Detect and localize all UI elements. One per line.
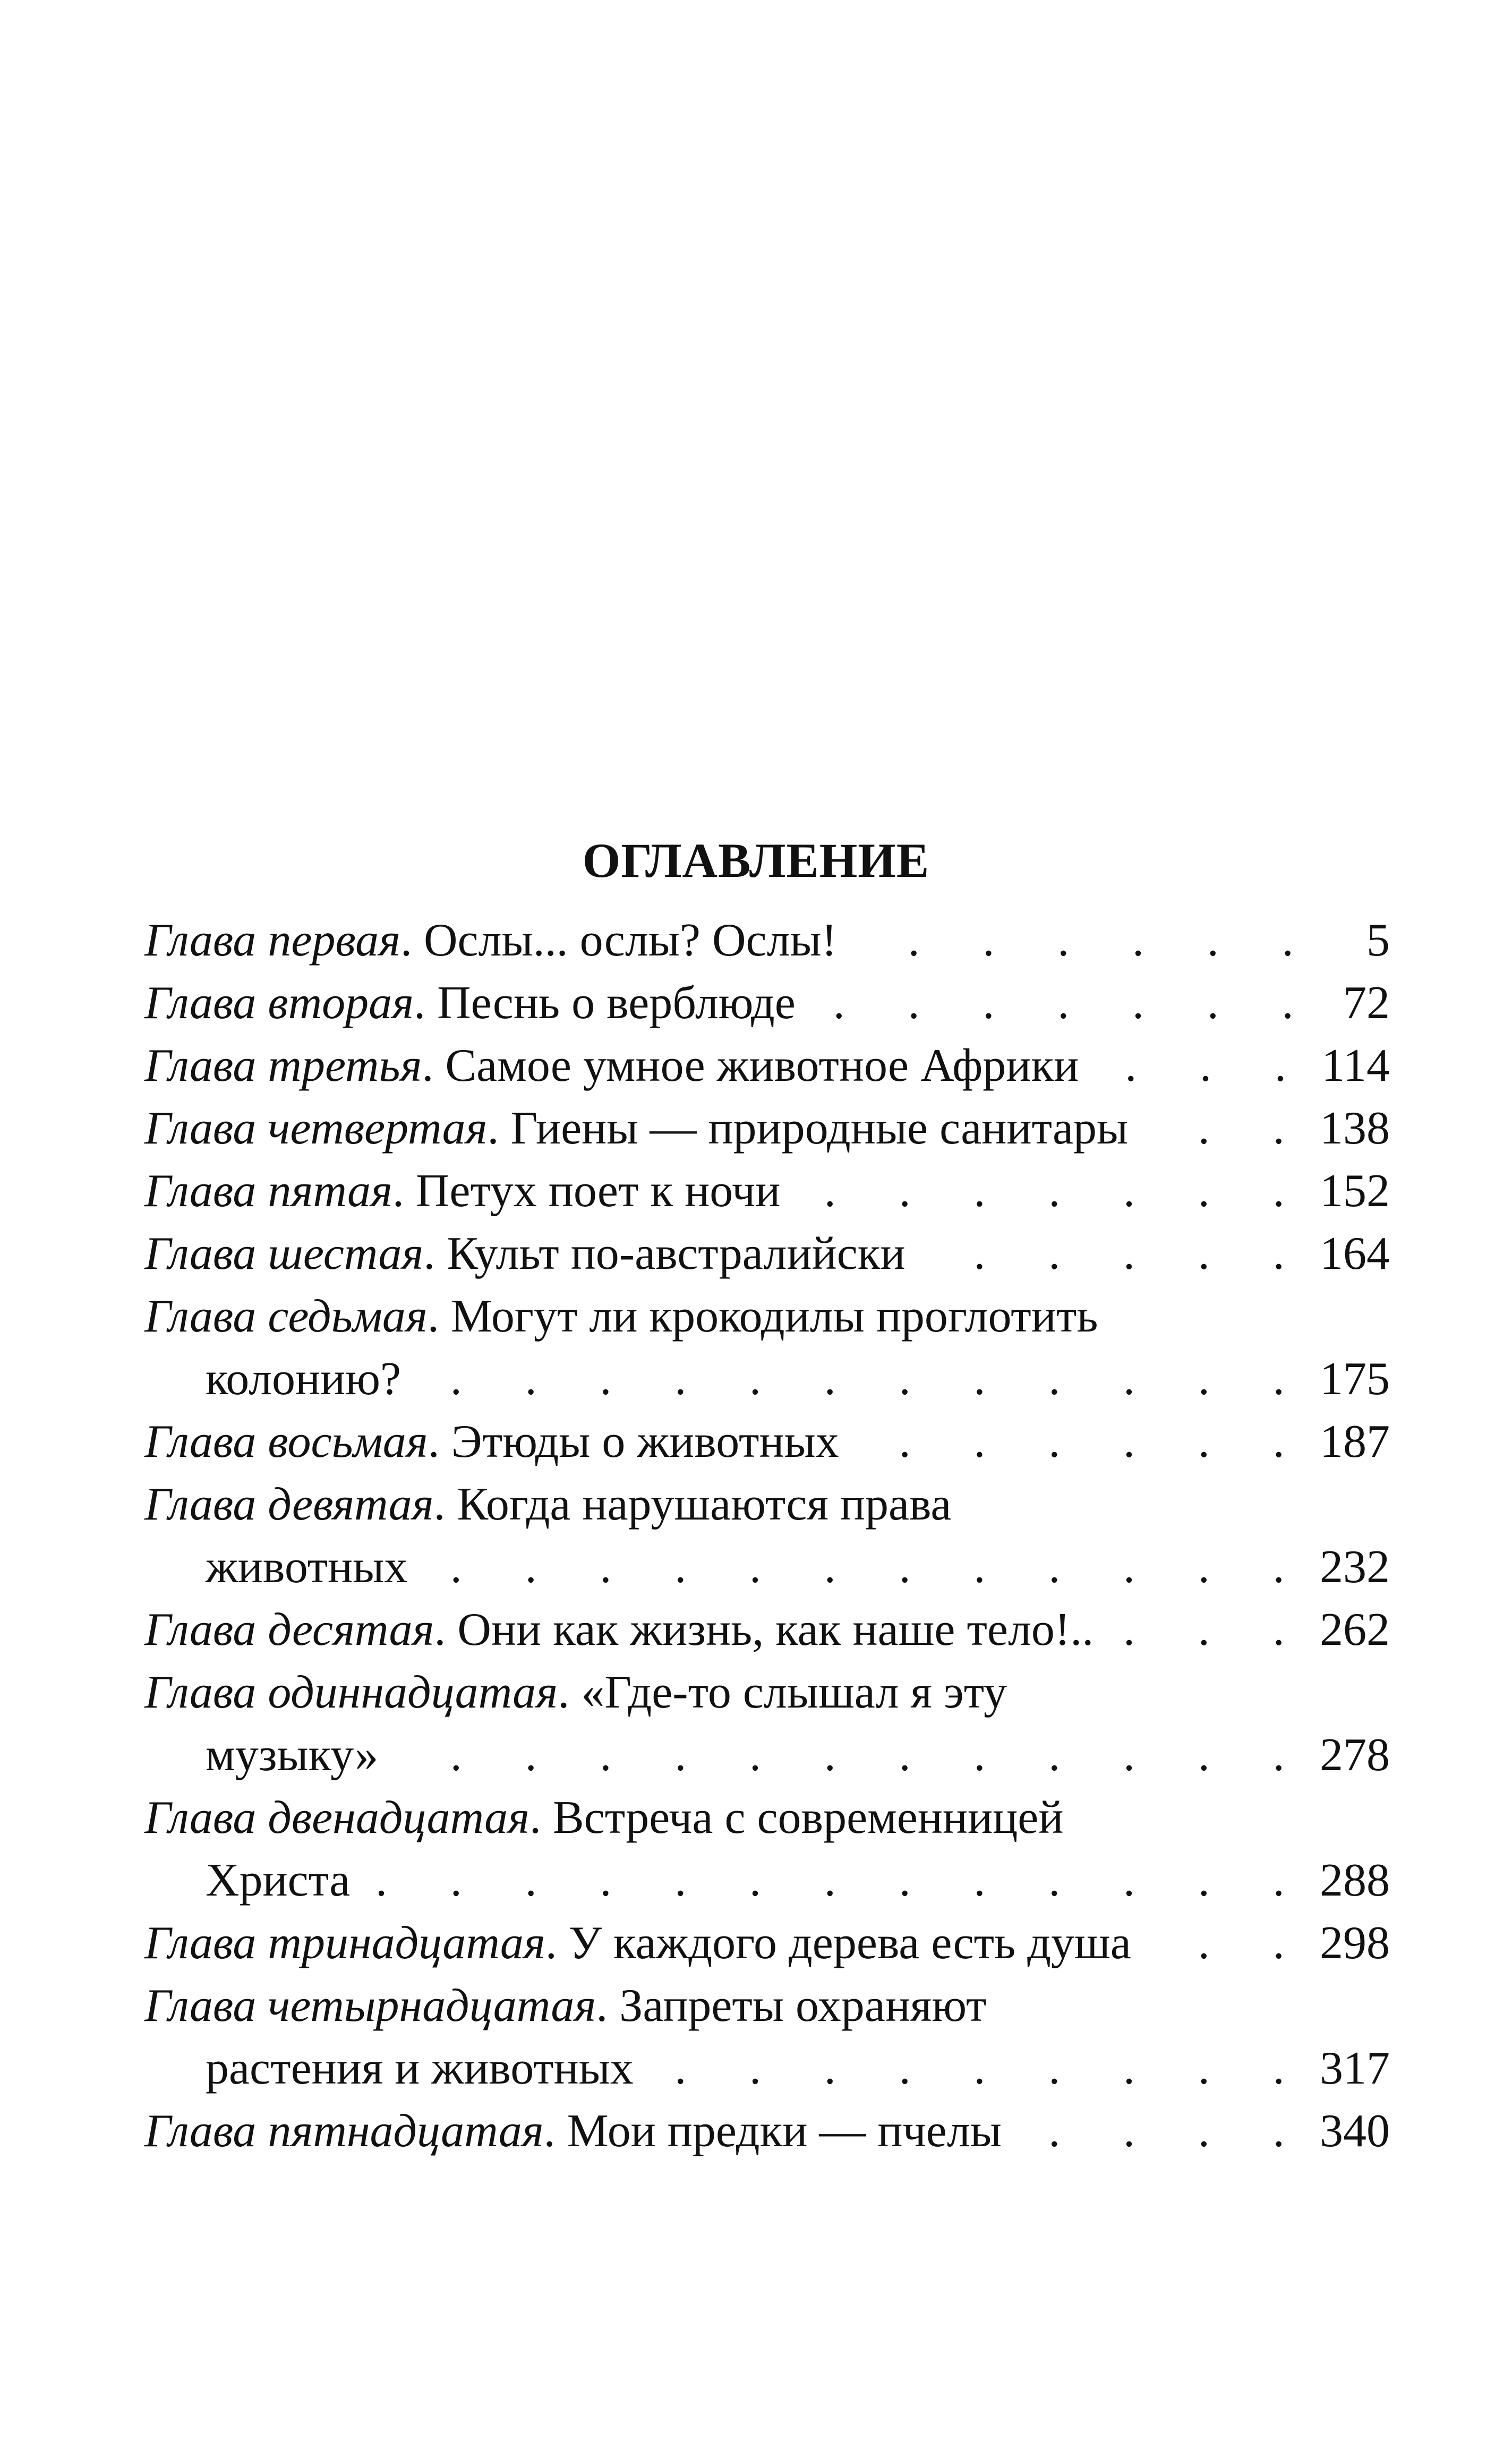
chapter-number: Глава третья <box>144 1040 422 1091</box>
toc-entry-continuation <box>144 1849 1390 1912</box>
separator-dot: . <box>428 1416 440 1467</box>
dot-leader <box>847 909 1319 972</box>
dot-leader <box>411 1348 1310 1411</box>
chapter-number: Глава десятая <box>144 1604 434 1655</box>
separator-dot: . <box>422 1040 434 1091</box>
toc-entry <box>144 1661 1390 1787</box>
separator-dot: . <box>434 1604 446 1655</box>
page-number: 232 <box>1320 1541 1390 1593</box>
toc-entry <box>144 1223 1390 1285</box>
toc-entry-line <box>144 1661 1390 1724</box>
separator-dot: . <box>400 915 412 966</box>
chapter-title-continued: растения и животных <box>206 2043 634 2094</box>
chapter-title: Петух поет к ночи <box>415 1165 781 1217</box>
toc-entry-line <box>144 1787 1390 1849</box>
toc-list <box>144 909 1390 2163</box>
toc-entry-line <box>144 1223 1390 1285</box>
page-number: 298 <box>1320 1917 1390 1969</box>
chapter-title: Встреча с современницей <box>552 1792 1064 1843</box>
chapter-title: Ослы... ослы? Ослы! <box>423 915 837 966</box>
chapter-title: Когда нарушаются права <box>457 1479 952 1530</box>
toc-entry-line <box>144 1097 1390 1160</box>
toc-entry <box>144 1599 1390 1661</box>
chapter-title-continued: животных <box>206 1541 408 1593</box>
separator-dot: . <box>414 977 426 1029</box>
page-number: 138 <box>1320 1103 1390 1154</box>
toc-entry-line <box>144 1411 1390 1473</box>
toc-entry <box>144 909 1390 972</box>
dot-leader <box>360 1849 1310 1912</box>
toc-entry-continuation <box>144 1348 1390 1411</box>
toc-entry-line <box>144 909 1390 972</box>
toc-entry-line <box>144 1912 1390 1975</box>
toc-entry <box>144 972 1390 1035</box>
dot-leader <box>1138 1097 1310 1160</box>
chapter-title: Культ по-австралийски <box>447 1228 906 1279</box>
toc-entry <box>144 1912 1390 1975</box>
page-number: 152 <box>1320 1165 1390 1217</box>
chapter-title: Мои предки — пчелы <box>567 2105 1002 2157</box>
dot-leader <box>1103 1599 1310 1661</box>
toc-entry <box>144 1473 1390 1599</box>
chapter-number: Глава шестая <box>144 1228 424 1279</box>
toc-entry <box>144 1787 1390 1912</box>
separator-dot: . <box>545 1917 557 1969</box>
toc-entry <box>144 1975 1390 2100</box>
chapter-number: Глава пятнадцатая <box>144 2105 544 2157</box>
chapter-title-continued: Христа <box>206 1855 351 1906</box>
chapter-number: Глава одиннадцатая <box>144 1667 558 1718</box>
dot-leader <box>1088 1035 1312 1097</box>
page-number: 288 <box>1320 1855 1390 1906</box>
toc-entry-line <box>144 2100 1390 2163</box>
chapter-number: Глава вторая <box>144 977 414 1029</box>
dot-leader <box>1141 1912 1310 1975</box>
toc-entry <box>144 1097 1390 1160</box>
toc-entry <box>144 1285 1390 1411</box>
page-number: 262 <box>1320 1604 1390 1655</box>
separator-dot: . <box>596 1980 608 2032</box>
page-number: 114 <box>1321 1040 1390 1091</box>
toc-entry-line <box>144 1285 1390 1348</box>
chapter-title: Они как жизнь, как наше тело!.. <box>457 1604 1094 1655</box>
toc-entry <box>144 1160 1390 1223</box>
toc-entry <box>144 2100 1390 2163</box>
page-number: 187 <box>1320 1416 1390 1467</box>
chapter-title: Песнь о верблюде <box>437 977 796 1029</box>
dot-leader <box>643 2037 1310 2100</box>
page-number: 5 <box>1366 915 1390 966</box>
chapter-title: Этюды о животных <box>451 1416 839 1467</box>
dot-leader <box>915 1223 1310 1285</box>
page-number: 340 <box>1320 2105 1390 2157</box>
chapter-title: Самое умное животное Африки <box>445 1040 1079 1091</box>
toc-heading: ОГЛАВЛЕНИЕ <box>582 833 930 887</box>
separator-dot: . <box>558 1667 570 1718</box>
page-number: 72 <box>1343 977 1390 1029</box>
dot-leader <box>849 1411 1310 1473</box>
chapter-number: Глава двенадцатая <box>144 1792 529 1843</box>
chapter-number: Глава четвертая <box>144 1103 488 1154</box>
dot-leader <box>417 1536 1310 1599</box>
dot-leader <box>805 972 1319 1035</box>
chapter-title-continued: колонию? <box>206 1353 402 1405</box>
dot-leader <box>790 1160 1310 1223</box>
separator-dot: . <box>487 1103 499 1154</box>
separator-dot: . <box>543 2105 556 2157</box>
page-number: 164 <box>1320 1228 1390 1279</box>
toc-entry-line <box>144 972 1390 1035</box>
page-number: 278 <box>1320 1729 1390 1781</box>
chapter-number: Глава первая <box>144 915 400 966</box>
dot-leader <box>388 1724 1310 1787</box>
chapter-number: Глава тринадцатая <box>144 1917 545 1969</box>
chapter-title-continued: музыку» <box>206 1729 379 1781</box>
chapter-number: Глава пятая <box>144 1165 392 1217</box>
chapter-title: Гиены — природные санитары <box>510 1103 1129 1154</box>
separator-dot: . <box>427 1291 439 1342</box>
page-number: 175 <box>1320 1353 1390 1405</box>
separator-dot: . <box>423 1228 435 1279</box>
toc-entry-line <box>144 1160 1390 1223</box>
toc-entry-continuation <box>144 2037 1390 2100</box>
chapter-title: «Где-то слышал я эту <box>581 1667 1007 1718</box>
dot-leader <box>1011 2100 1310 2163</box>
separator-dot: . <box>433 1479 446 1530</box>
toc-entry-line <box>144 1975 1390 2037</box>
toc-entry <box>144 1035 1390 1097</box>
chapter-number: Глава седьмая <box>144 1291 428 1342</box>
chapter-number: Глава девятая <box>144 1479 434 1530</box>
chapter-title: Запреты охраняют <box>619 1980 987 2032</box>
toc-entry-line <box>144 1035 1390 1097</box>
separator-dot: . <box>529 1792 541 1843</box>
chapter-title: Могут ли крокодилы проглотить <box>450 1291 1098 1342</box>
toc-entry <box>144 1411 1390 1473</box>
toc-entry-line <box>144 1599 1390 1661</box>
toc-entry-continuation <box>144 1724 1390 1787</box>
toc-entry-line <box>144 1473 1390 1536</box>
separator-dot: . <box>392 1165 404 1217</box>
chapter-number: Глава четырнадцатая <box>144 1980 596 2032</box>
page-number: 317 <box>1320 2043 1390 2094</box>
chapter-title: У каждого дерева есть душа <box>568 1917 1131 1969</box>
toc-entry-continuation <box>144 1536 1390 1599</box>
chapter-number: Глава восьмая <box>144 1416 428 1467</box>
